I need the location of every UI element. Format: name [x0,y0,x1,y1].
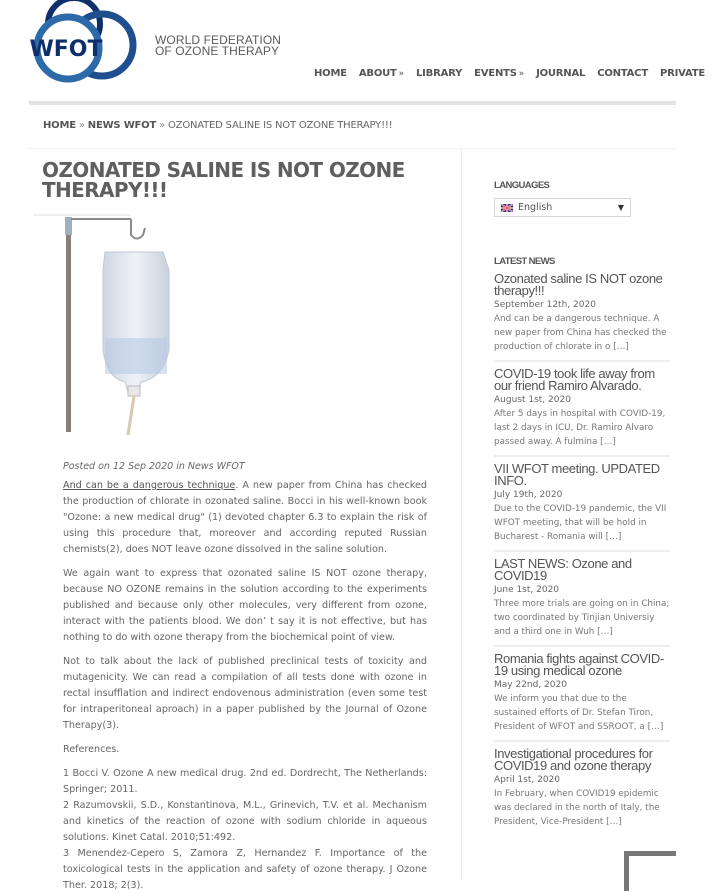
news-item [494,552,670,647]
reference-item: 2 Razumovskii, S.D., Konstantinova, M.L., Grinevich, T.V. et al. Mechanism and kinetics of the reaction of ozone with sodium chloride in aqueous solutions. Kinet Catal. 2010;51:492. [63,800,427,843]
nav-contact[interactable] [597,68,648,79]
references-heading: References. [63,744,120,755]
news-excerpt: Three more trials are going on in China; two coordinated by Tinjian Universiy and a third one in Wuh […] [494,599,670,637]
nav-library[interactable] [416,68,462,79]
nav-events-label: EVENTS [474,68,517,79]
languages-heading: LANGUAGES [494,180,550,191]
back-to-top-corner-icon[interactable] [624,851,676,891]
news-excerpt: We inform you that due to the sustained efforts of Dr. Stefan Tiron, President of WFOT and SSROOT, a […] [494,694,664,732]
nav-about-label: ABOUT [358,68,397,79]
news-date: July 19th, 2020 [494,490,563,500]
news-date: June 1st, 2020 [494,585,560,595]
article-body [63,478,427,894]
news-title-link[interactable]: Ozonated saline IS NOT ozone therapy!!! [494,271,663,298]
news-excerpt: After 5 days in hospital with COVID-19, last 2 days in ICU, Dr. Ramiro Alvaro passed away. A fulmina […] [494,409,666,447]
breadcrumb-current: OZONATED SALINE IS NOT OZONE THERAPY!!! [168,120,393,131]
wfot-logo[interactable] [29,0,142,82]
wfot-logo-icon [29,0,142,82]
sidebar [494,180,670,835]
news-item [494,362,670,457]
nav-contact-label: CONTACT [597,68,648,79]
column-divider [461,148,462,880]
news-excerpt: Due to the COVID-19 pandemic, the VII WFOT meeting, that will be hold in Bucharest - Romania will […] [494,504,667,542]
breadcrumb [43,120,393,131]
news-item [494,457,670,552]
language-select[interactable] [494,198,631,217]
breadcrumb-separator: » [78,120,85,131]
nav-home[interactable] [314,68,347,79]
breadcrumb-home[interactable]: HOME [43,120,76,131]
nav-home-label: HOME [314,68,347,79]
header-divider [29,101,676,105]
news-list [494,267,670,835]
article-paragraph: We again want to express that ozonated saline IS NOT ozone therapy, because NO OZONE remains in the solution according to the experiments published and because only other molecules, very different from ozone, interact with the patients blood. We don’ t say it is not effective, but has nothing to do with ozone therapy from the biochemical point of view. [63,568,427,643]
submenu-arrow-icon: » [518,69,525,79]
article-paragraph: Not to talk about the lack of published preclinical tests of toxicity and mutagenicity. We can read a compilation of all tests done with ozone in rectal insufflation and indirect endovenous administration (even some test for intraperitoneal aproach) in a paper published by the Journal of Ozone Therapy(3). [63,656,427,731]
news-item [494,267,670,362]
article-link[interactable]: And can be a dangerous technique [63,480,236,491]
breadcrumb-separator: » [159,120,166,131]
news-date: August 1st, 2020 [494,395,571,405]
uk-flag-icon [501,204,513,212]
article-text: . A new paper from China has checked the production of chlorate in ozonated saline. Bocci in his well-known book "Ozone: a new medical drug" (1) devoted chapter 6.3 to explain the risk of using this procedure that, moreover and according reputed Russian chemists(2), does NOT leave ozone dissolved in the saline solution. [63,480,427,555]
brand-line-1: WORLD FEDERATION [155,33,282,47]
breadcrumb-divider [29,148,676,149]
news-title-link[interactable]: VII WFOT meeting. UPDATED INFO. [494,461,660,488]
news-item [494,647,670,742]
language-value: English [518,202,553,213]
news-title-link[interactable]: Romania fights against COVID-19 using medical ozone [494,651,664,678]
main-nav [314,68,717,79]
nav-journal[interactable] [536,68,585,79]
latest-news-heading: LATEST NEWS [494,256,555,267]
page-title: OZONATED SALINE IS NOT OZONE THERAPY!!! [42,158,405,202]
svg-text:WFOT: WFOT [29,37,103,62]
breadcrumb-category[interactable]: NEWS WFOT [87,120,157,131]
nav-journal-label: JOURNAL [536,68,586,79]
brand-line-2: OF OZONE THERAPY [155,44,280,58]
post-meta: Posted on 12 Sep 2020 in News WFOT [63,461,245,472]
article-paragraph [63,478,427,558]
news-excerpt: And can be a dangerous technique. A new paper from China has checked the production of chlorate in o […] [494,314,667,352]
submenu-arrow-icon: » [398,69,404,79]
news-title-link[interactable]: COVID-19 took life away from our friend Ramiro Alvarado. [494,366,655,393]
news-date: April 1st, 2020 [494,775,561,785]
nav-about[interactable] [359,68,404,79]
reference-item: 1 Bocci V. Ozone A new medical drug. 2nd ed. Dordrecht, The Netherlands: Springer; 2011. [63,768,427,795]
iv-bag-image-icon [33,210,183,440]
news-excerpt: In February, when COVID19 epidemic was declared in the north of Italy, the President, Vice-President […] [494,789,660,827]
nav-library-label: LIBRARY [415,68,463,79]
news-item [494,742,670,835]
site-brand [155,35,281,57]
nav-events[interactable] [474,68,524,79]
nav-private-label: PRIVATE [659,68,705,79]
news-title-link[interactable]: LAST NEWS: Ozone and COVID19 [494,556,632,583]
reference-item: 3 Menendez-Cepero S, Zamora Z, Hernandez F. Importance of the toxicological tests in the application and safety of ozone therapy. J Ozone Ther. 2018; 2(3). [63,848,427,891]
news-title-link[interactable]: Investigational procedures for COVID19 and ozone therapy [494,746,653,773]
news-date: May 22nd, 2020 [494,680,567,690]
dropdown-caret-icon: ▼ [617,203,624,212]
news-date: September 12th, 2020 [494,300,596,310]
nav-private[interactable] [660,68,705,79]
article-image [33,210,183,440]
